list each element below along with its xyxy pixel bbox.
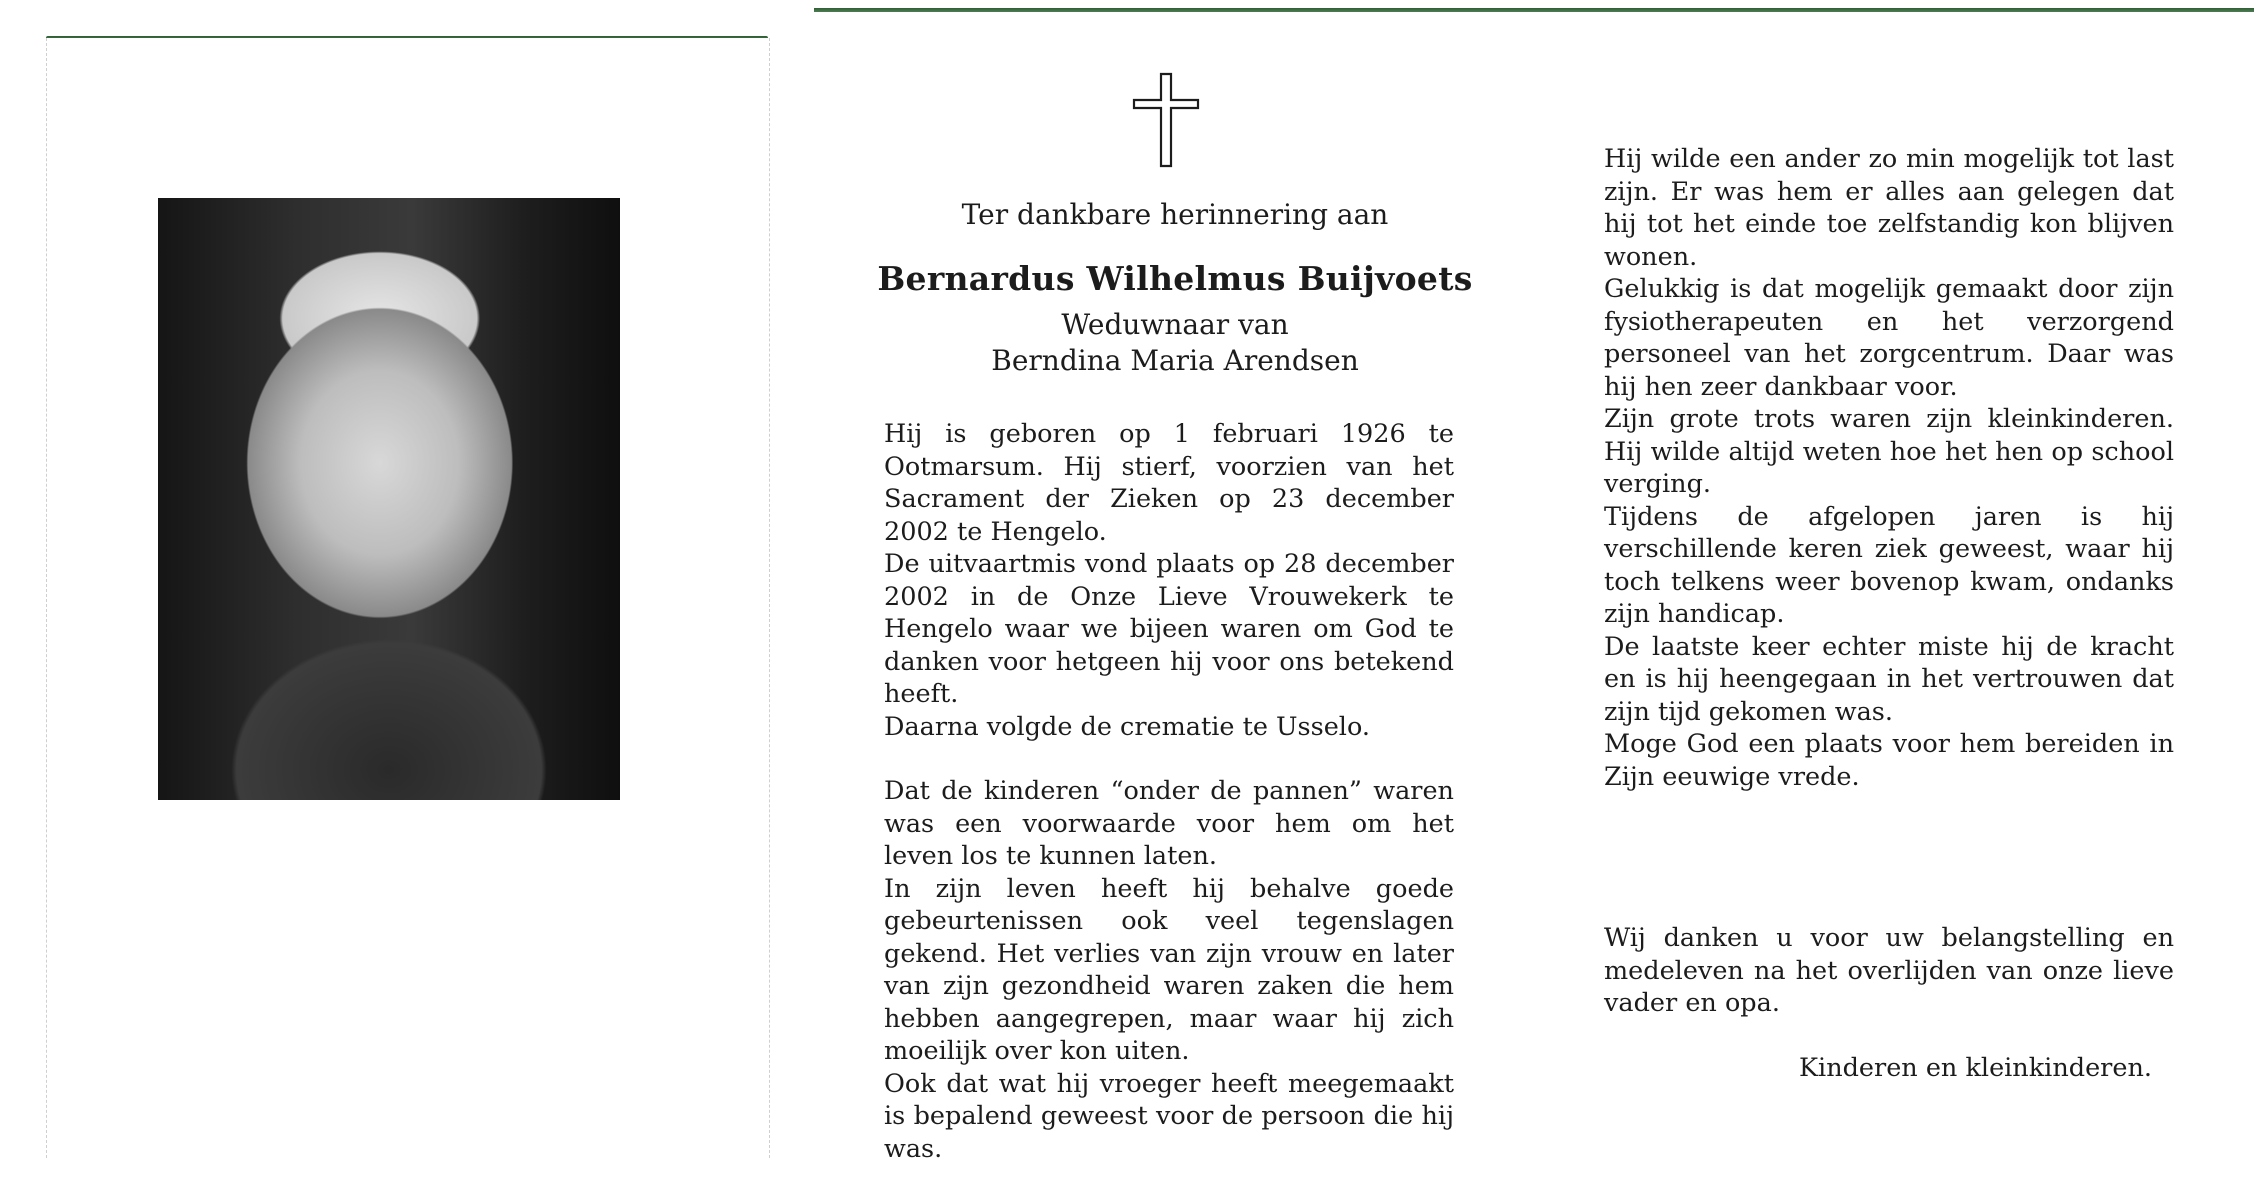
paragraph: Tijdens de afgelopen jaren is hij verschillende keren ziek geweest, waar hij toch telkens weer bovenop kwam, ondanks zijn handicap. bbox=[1604, 501, 2174, 629]
paragraph: In zijn leven heeft hij behalve goede gebeurtenissen ook veel tegenslagen gekend. Het verlies van zijn vrouw en later van zijn gezondheid waren zaken die hem hebben aangegrepen, maar waar hij zich moeilijk over kon uiten. bbox=[884, 873, 1454, 1066]
biography-column-right bbox=[1604, 143, 2174, 793]
widower-line: Weduwnaar van bbox=[1061, 308, 1289, 341]
paragraph: Daarna volgde de crematie te Usselo. bbox=[884, 711, 1370, 742]
paragraph: Gelukkig is dat mogelijk gemaakt door zijn fysiotherapeuten en het verzorgend personeel van het zorgcentrum. Daar was hij hen zeer dankbaar voor. bbox=[1604, 274, 2174, 402]
cross-shape bbox=[1134, 74, 1198, 166]
cross-icon bbox=[1130, 72, 1202, 168]
paragraph: Dat de kinderen “onder de pannen” waren was een voorwaarde voor hem om het leven los te kunnen laten. bbox=[884, 776, 1454, 871]
paragraph: Zijn grote trots waren zijn kleinkinderen. Hij wilde altijd weten hoe het hen op school verging. bbox=[1604, 404, 2174, 499]
paragraph: De uitvaartmis vond plaats op 28 december 2002 in de Onze Lieve Vrouwekerk te Hengelo waar we bijeen waren om God te danken voor hetgeen hij voor ons betekend heeft. bbox=[884, 549, 1454, 709]
paragraph: Ook dat wat hij vroeger heeft meegemaakt is bepalend geweest voor de persoon die hij was. bbox=[884, 1068, 1454, 1164]
paragraph-gap bbox=[884, 743, 1454, 775]
biography-column-middle bbox=[884, 418, 1454, 1165]
memorial-heading bbox=[860, 195, 1490, 379]
paragraph: De laatste keer echter miste hij de kracht en is hij heengegaan in het vertrouwen dat zijn tijd gekomen was. bbox=[1604, 631, 2174, 727]
signature-line: Kinderen en kleinkinderen. bbox=[1798, 1053, 2152, 1083]
intro-line: Ter dankbare herinnering aan bbox=[961, 198, 1389, 231]
paragraph: Moge God een plaats voor hem bereiden in Zijn eeuwige vrede. bbox=[1604, 729, 2174, 792]
paragraph: Hij is geboren op 1 februari 1926 te Ootmarsum. Hij stierf, voorzien van het Sacrament der Zieken op 23 december 2002 te Hengelo. bbox=[884, 419, 1454, 547]
spouse-name: Berndina Maria Arendsen bbox=[991, 344, 1359, 377]
thanks-text: Wij danken u voor uw belangstelling en medeleven na het overlijden van onze lieve vader en opa. bbox=[1604, 923, 2174, 1018]
deceased-name: Bernardus Wilhelmus Buijvoets bbox=[877, 259, 1473, 298]
portrait-photo bbox=[158, 198, 620, 800]
cross-icon-svg bbox=[1130, 72, 1202, 168]
paragraph: Hij wilde een ander zo min mogelijk tot last zijn. Er was hem er alles aan gelegen dat hij tot het einde toe zelfstandig kon blijven wonen. bbox=[1604, 144, 2174, 272]
thanks-note bbox=[1604, 922, 2174, 1020]
